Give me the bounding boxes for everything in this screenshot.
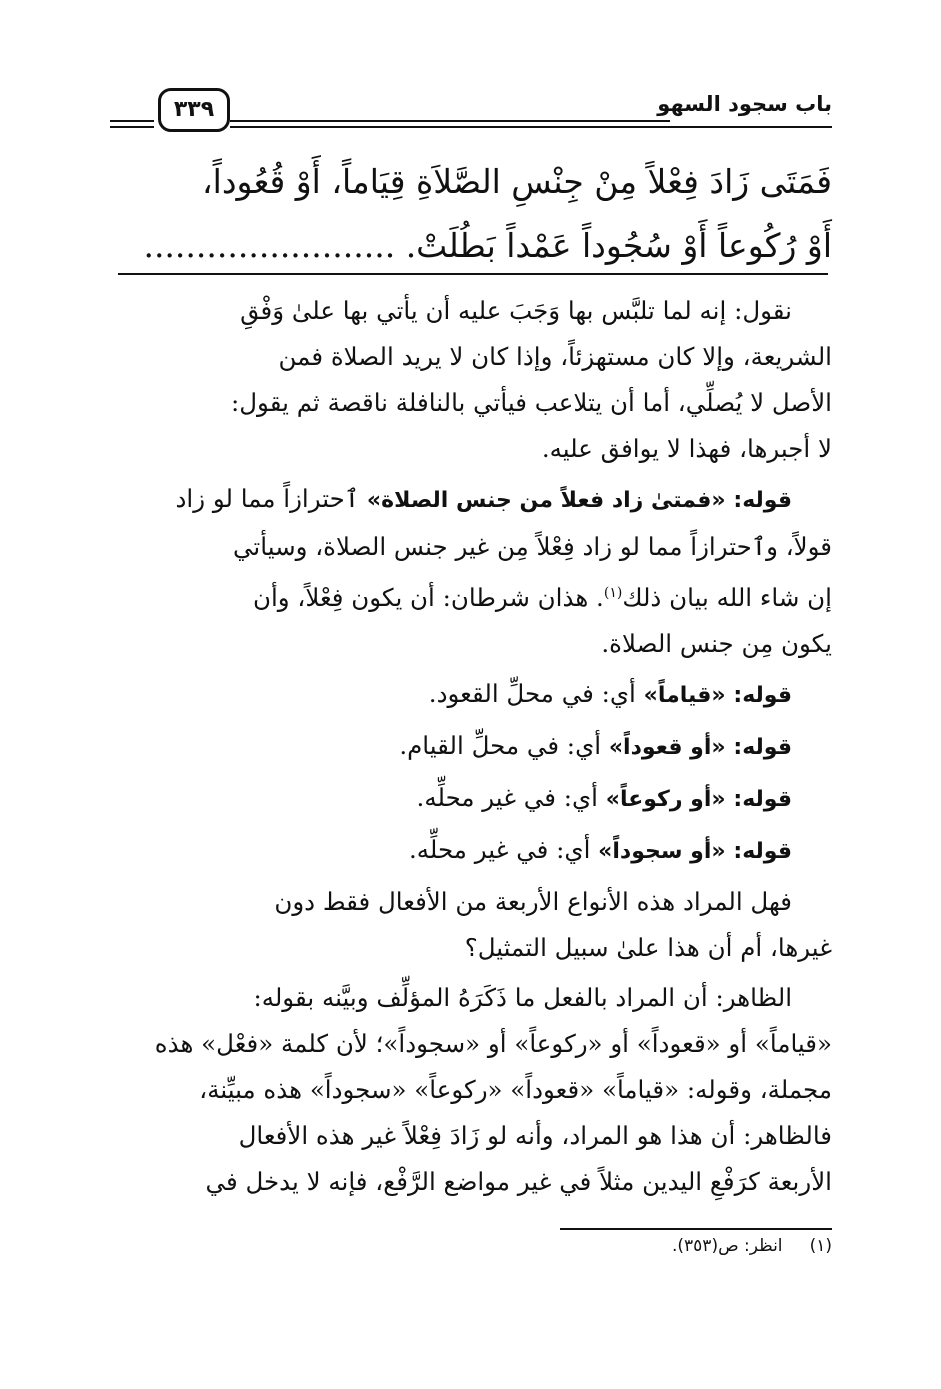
quote-item-4 <box>110 827 832 875</box>
text-line <box>110 570 832 621</box>
qawluh-label: قوله: <box>733 683 792 709</box>
qawluh-label: قوله: <box>733 488 792 513</box>
page-header <box>110 86 832 138</box>
text-line <box>110 476 832 524</box>
text-line <box>110 827 832 875</box>
text-line <box>110 723 832 771</box>
text-run: أي: في محلِّ القعود. <box>428 679 644 709</box>
qawluh-label: قوله: <box>733 787 792 813</box>
matn-line-1: فَمَتَى زَادَ فِعْلاً مِنْ جِنْسِ الصَّلاَةِ قِيَاماً، أَوْ قُعُوداً، <box>202 162 832 201</box>
commentary <box>110 288 832 1205</box>
paragraph-3 <box>110 879 832 971</box>
header-rule-upper <box>230 120 670 122</box>
text-line: غيرها، أم أن هذا علىٰ سبيل التمثيل؟ <box>464 933 832 963</box>
page-number: ٣٣٩ <box>158 88 230 132</box>
text-run: أي: في غير محلِّه. <box>416 783 606 813</box>
footnote-marker: (١) <box>809 1236 832 1256</box>
paragraph-4 <box>110 975 832 1205</box>
text-line: الشريعة، وإلا كان مستهزئاً، وإذا كان لا يريد الصلاة فمن <box>278 342 832 371</box>
paragraph-1 <box>110 288 832 472</box>
qawluh-label: قوله: <box>733 839 792 865</box>
matn-separator <box>118 273 828 275</box>
text-run: أي: في محلِّ القيام. <box>399 731 609 761</box>
text-run: إن شاء الله بيان ذلك <box>622 583 832 613</box>
chapter-title: باب سجود السهو <box>657 92 832 116</box>
matn-quote: «أو سجوداً» <box>598 839 726 865</box>
text-line: الأصل لا يُصلِّي، أما أن يتلاعب فيأتي بالنافلة ناقصة ثم يقول: <box>231 388 832 417</box>
footnote-ref: (١) <box>603 585 623 601</box>
matn-quote: «أو ركوعاً» <box>605 787 726 813</box>
text-line: قولاً، وٱحترازاً مما لو زاد فِعْلاً مِن غير جنس الصلاة، وسيأتي <box>233 532 832 561</box>
header-rule-left-upper <box>110 120 154 122</box>
text-line <box>110 775 832 823</box>
quote-item-1 <box>110 671 832 719</box>
text-line <box>110 671 832 719</box>
qawluh-label: قوله: <box>733 735 792 761</box>
matn-quote: «قياماً» <box>643 683 726 709</box>
footnote-text: انظر: ص(٣٥٣). <box>671 1236 783 1256</box>
text-line: الظاهر: أن المراد بالفعل ما ذَكَرَهُ المؤلِّف وبيَّنه بقوله: <box>253 983 792 1013</box>
footnote <box>672 1236 832 1256</box>
paragraph-2 <box>110 476 832 667</box>
text-run: . هذان شرطان: أن يكون فِعْلاً، وأن <box>253 583 604 613</box>
text-line: الأربعة كرَفْعِ اليدين مثلاً في غير مواضع الرَّفْع، فإنه لا يدخل في <box>205 1167 832 1197</box>
text-line: فهل المراد هذه الأنواع الأربعة من الأفعال فقط دون <box>274 887 792 917</box>
matn-text <box>112 150 832 278</box>
text-line: نقول: إنه لما تلبَّس بها وَجَبَ عليه أن يأتي بها علىٰ وَفْقِ <box>240 296 792 325</box>
matn-quote: «فمتىٰ زاد فعلاً من جنس الصلاة» <box>366 488 726 513</box>
matn-quote: «أو قعوداً» <box>608 735 726 761</box>
quote-item-2 <box>110 723 832 771</box>
header-rule-lower <box>230 126 832 128</box>
matn-line-2: أَوْ رُكُوعاً أَوْ سُجُوداً عَمْداً بَطُلَتْ. ........................ <box>143 226 832 265</box>
quote-item-3 <box>110 775 832 823</box>
header-rule-left-lower <box>110 126 154 128</box>
text-line: مجملة، وقوله: «قياماً» «قعوداً» «ركوعاً» «سجوداً» هذه مبيِّنة، <box>199 1075 832 1105</box>
footnote-separator <box>560 1228 832 1230</box>
text-line: فالظاهر: أن هذا هو المراد، وأنه لو زَادَ فِعْلاً غير هذه الأفعال <box>238 1121 832 1151</box>
text-line: يكون مِن جنس الصلاة. <box>601 629 832 659</box>
text-line: «قياماً» أو «قعوداً» أو «ركوعاً» أو «سجوداً»؛ لأن كلمة «فعْل» هذه <box>154 1029 832 1059</box>
text-line: لا أجبرها، فهذا لا يوافق عليه. <box>541 434 832 463</box>
text-run: أي: في غير محلِّه. <box>408 835 599 865</box>
text-run: ٱحترازاً مما لو زاد <box>175 484 367 513</box>
